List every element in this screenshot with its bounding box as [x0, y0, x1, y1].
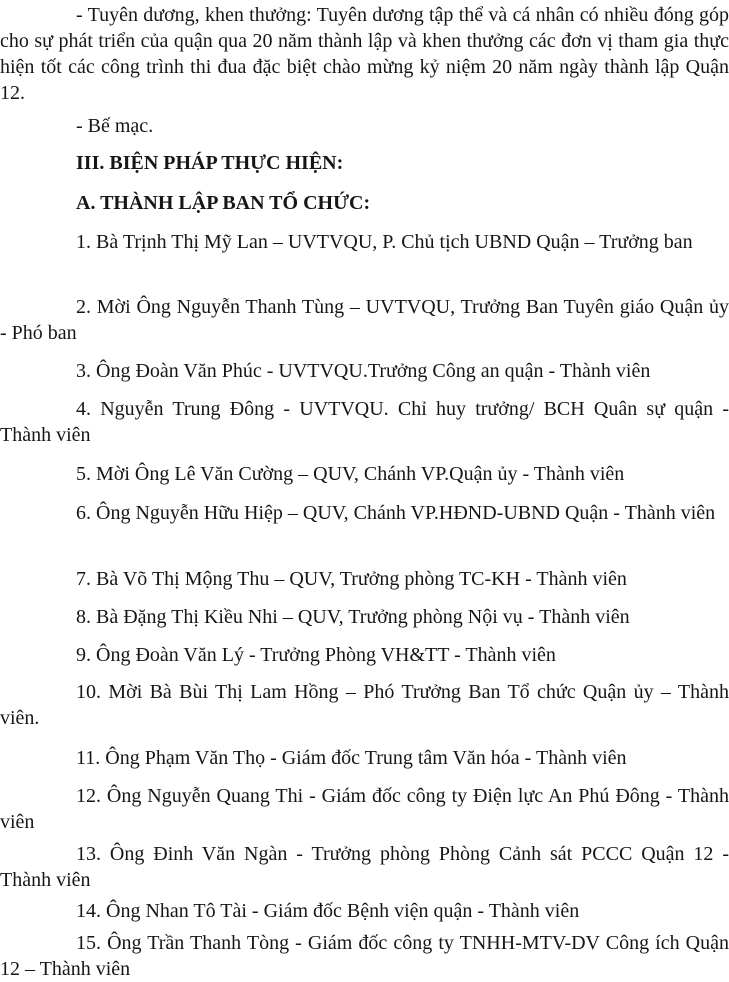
member-item-11: 11. Ông Phạm Văn Thọ - Giám đốc Trung tâm Văn hóa - Thành viên — [76, 747, 627, 769]
member-item-9: 9. Ông Đoàn Văn Lý - Trưởng Phòng VH&TT - Thành viên — [76, 644, 556, 666]
member-item-14: 14. Ông Nhan Tô Tài - Giám đốc Bệnh viện quận - Thành viên — [76, 900, 580, 922]
member-item-15: 15. Ông Trần Thanh Tòng - Giám đốc công ty TNHH-MTV-DV Công ích Quận 12 – Thành viên — [0, 932, 729, 980]
member-item-8: 8. Bà Đặng Thị Kiều Nhi – QUV, Trưởng phòng Nội vụ - Thành viên — [76, 606, 630, 628]
section-heading: III. BIỆN PHÁP THỰC HIỆN: — [76, 152, 344, 174]
member-item-6: 6. Ông Nguyễn Hữu Hiệp – QUV, Chánh VP.HĐND-UBND Quận - Thành viên — [76, 502, 716, 524]
member-item-2: 2. Mời Ông Nguyễn Thanh Tùng – UVTVQU, Trưởng Ban Tuyên giáo Quận ủy - Phó ban — [0, 296, 729, 344]
subsection-heading: A. THÀNH LẬP BAN TỔ CHỨC: — [76, 192, 371, 214]
member-item-1: 1. Bà Trịnh Thị Mỹ Lan – UVTVQU, P. Chủ tịch UBND Quận – Trưởng ban — [76, 231, 693, 253]
intro-paragraph-closing: - Bế mạc. — [76, 115, 154, 137]
member-item-7: 7. Bà Võ Thị Mộng Thu – QUV, Trưởng phòng TC-KH - Thành viên — [76, 568, 627, 590]
intro-paragraph-commendation: - Tuyên dương, khen thưởng: Tuyên dương tập thể và cá nhân có nhiều đóng góp cho sự phát triển của quận qua 20 năm thành lập và khen thưởng các đơn vị tham gia thực hiện tốt các công trình thi đua đặc biệt chào mừng kỷ niệm 20 năm ngày thành lập Quận 12. — [0, 4, 729, 104]
member-item-3: 3. Ông Đoàn Văn Phúc - UVTVQU.Trưởng Công an quận - Thành viên — [76, 360, 651, 382]
member-item-4: 4. Nguyễn Trung Đông - UVTVQU. Chỉ huy trưởng/ BCH Quân sự quận - Thành viên — [0, 398, 729, 446]
member-item-13: 13. Ông Đinh Văn Ngàn - Trưởng phòng Phòng Cảnh sát PCCC Quận 12 - Thành viên — [0, 843, 729, 891]
member-item-5: 5. Mời Ông Lê Văn Cường – QUV, Chánh VP.Quận ủy - Thành viên — [76, 463, 625, 485]
member-item-10: 10. Mời Bà Bùi Thị Lam Hồng – Phó Trưởng Ban Tổ chức Quận ủy – Thành viên. — [0, 681, 729, 729]
member-item-12: 12. Ông Nguyễn Quang Thi - Giám đốc công ty Điện lực An Phú Đông - Thành viên — [0, 785, 729, 833]
